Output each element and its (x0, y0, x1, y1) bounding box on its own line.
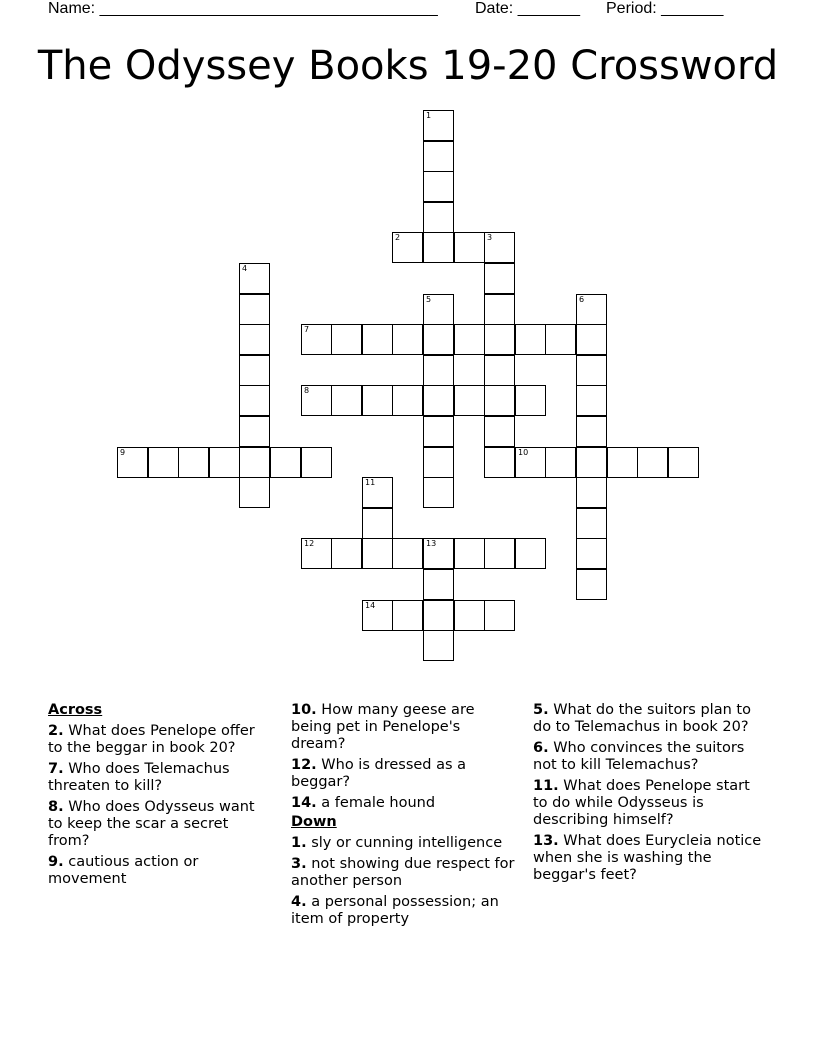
page-title: The Odyssey Books 19-20 Crossword (37, 43, 779, 89)
cell-number: 14 (365, 601, 376, 610)
cell-number: 2 (395, 233, 401, 242)
grid-cell[interactable] (484, 447, 515, 478)
grid-cell[interactable] (515, 385, 546, 416)
grid-cell[interactable] (454, 538, 485, 569)
grid-cell[interactable] (484, 600, 515, 631)
clue-down-3: 3. not showing due respect for another person (291, 856, 515, 889)
clue-across-14: 14. a female hound (291, 795, 436, 811)
clue-across-9: 9. cautious action or movement (48, 854, 199, 887)
grid-cell[interactable] (454, 385, 485, 416)
grid-cell[interactable] (362, 538, 393, 569)
grid-cell[interactable] (668, 447, 699, 478)
clue-down-1: 1. sly or cunning intelligence (291, 835, 503, 851)
grid-cell[interactable] (362, 600, 393, 631)
grid-cell[interactable] (515, 447, 546, 478)
grid-cell[interactable] (423, 294, 454, 325)
grid-cell[interactable] (239, 294, 270, 325)
grid-cell[interactable] (239, 324, 270, 355)
clue-down-11: 11. What does Penelope start to do while Odysseus is describing himself? (533, 778, 750, 828)
cell-number: 4 (242, 264, 248, 273)
grid-cell[interactable] (576, 416, 607, 447)
clue-across-2: 2. What does Penelope offer to the beggar in book 20? (48, 723, 255, 756)
grid-cell[interactable] (148, 447, 179, 478)
grid-cell[interactable] (301, 538, 332, 569)
grid-cell[interactable] (392, 324, 423, 355)
grid-cell[interactable] (423, 355, 454, 386)
grid-cell[interactable] (392, 232, 423, 263)
grid-cell[interactable] (178, 447, 209, 478)
grid-cell[interactable] (423, 141, 454, 172)
cell-number: 9 (120, 448, 126, 457)
grid-cell[interactable] (576, 385, 607, 416)
clue-down-4: 4. a personal possession; an item of property (291, 894, 499, 927)
grid-cell[interactable] (423, 447, 454, 478)
grid-cell[interactable] (301, 447, 332, 478)
name-field[interactable]: Name: ______________________________________ (48, 0, 438, 17)
period-field[interactable]: Period: _______ (606, 0, 724, 17)
grid-cell[interactable] (484, 538, 515, 569)
grid-cell[interactable] (454, 324, 485, 355)
grid-cell[interactable] (239, 263, 270, 294)
clue-down-13: 13. What does Eurycleia notice when she is washing the beggar's feet? (533, 833, 762, 883)
grid-cell[interactable] (239, 477, 270, 508)
clue-across-12: 12. Who is dressed as a beggar? (291, 757, 467, 790)
cell-number: 10 (518, 448, 529, 457)
grid-cell[interactable] (576, 294, 607, 325)
grid-cell[interactable] (484, 416, 515, 447)
grid-cell[interactable] (637, 447, 668, 478)
cell-number: 1 (426, 111, 432, 120)
grid-cell[interactable] (239, 355, 270, 386)
grid-cell[interactable] (331, 538, 362, 569)
grid-cell[interactable] (423, 171, 454, 202)
grid-cell[interactable] (423, 569, 454, 600)
grid-cell[interactable] (423, 202, 454, 233)
grid-cell[interactable] (392, 538, 423, 569)
grid-cell[interactable] (362, 508, 393, 539)
grid-cell[interactable] (423, 600, 454, 631)
grid-cell[interactable] (423, 110, 454, 141)
cell-number: 8 (304, 386, 310, 395)
across-heading: Across (48, 702, 103, 718)
grid-cell[interactable] (576, 569, 607, 600)
grid-cell[interactable] (362, 324, 393, 355)
grid-cell[interactable] (515, 324, 546, 355)
grid-cell[interactable] (484, 324, 515, 355)
grid-cell[interactable] (576, 447, 607, 478)
grid-cell[interactable] (423, 324, 454, 355)
grid-cell[interactable] (392, 385, 423, 416)
grid-cell[interactable] (484, 263, 515, 294)
grid-cell[interactable] (301, 385, 332, 416)
grid-cell[interactable] (301, 324, 332, 355)
cell-number: 5 (426, 295, 432, 304)
grid-cell[interactable] (331, 324, 362, 355)
grid-cell[interactable] (423, 630, 454, 661)
clues-column-2 (291, 702, 516, 932)
cell-number: 11 (365, 478, 376, 487)
clues-column-1 (48, 702, 273, 892)
grid-cell[interactable] (576, 538, 607, 569)
down-heading: Down (291, 814, 337, 830)
grid-cell[interactable] (392, 600, 423, 631)
grid-cell[interactable] (117, 447, 148, 478)
grid-cell[interactable] (239, 447, 270, 478)
cell-number: 6 (579, 295, 585, 304)
cell-number: 13 (426, 539, 437, 548)
grid-cell[interactable] (545, 324, 576, 355)
cell-number: 7 (304, 325, 310, 334)
grid-cell[interactable] (270, 447, 301, 478)
grid-cell[interactable] (423, 538, 454, 569)
grid-cell[interactable] (209, 447, 240, 478)
grid-cell[interactable] (454, 232, 485, 263)
grid-cell[interactable] (484, 385, 515, 416)
grid-cell[interactable] (576, 477, 607, 508)
clue-across-10: 10. How many geese are being pet in Penelope's dream? (291, 702, 475, 752)
clue-down-5: 5. What do the suitors plan to do to Telemachus in book 20? (533, 702, 751, 735)
clue-down-6: 6. Who convinces the suitors not to kill Telemachus? (533, 740, 745, 773)
grid-cell[interactable] (239, 385, 270, 416)
date-field[interactable]: Date: _______ (475, 0, 580, 17)
grid-cell[interactable] (423, 385, 454, 416)
grid-cell[interactable] (576, 324, 607, 355)
grid-cell[interactable] (484, 294, 515, 325)
grid-cell[interactable] (362, 477, 393, 508)
grid-cell[interactable] (423, 477, 454, 508)
grid-cell[interactable] (454, 600, 485, 631)
cell-number: 3 (487, 233, 493, 242)
clue-across-7: 7. Who does Telemachus threaten to kill? (48, 761, 230, 794)
grid-cell[interactable] (484, 355, 515, 386)
grid-cell[interactable] (239, 416, 270, 447)
grid-cell[interactable] (362, 385, 393, 416)
grid-cell[interactable] (545, 447, 576, 478)
grid-cell[interactable] (576, 355, 607, 386)
grid-cell[interactable] (515, 538, 546, 569)
grid-cell[interactable] (423, 232, 454, 263)
clues-column-3 (533, 702, 768, 888)
clue-across-8: 8. Who does Odysseus want to keep the scar a secret from? (48, 799, 255, 849)
grid-cell[interactable] (607, 447, 638, 478)
grid-cell[interactable] (576, 508, 607, 539)
grid-cell[interactable] (423, 416, 454, 447)
cell-number: 12 (304, 539, 315, 548)
grid-cell[interactable] (331, 385, 362, 416)
grid-cell[interactable] (484, 232, 515, 263)
